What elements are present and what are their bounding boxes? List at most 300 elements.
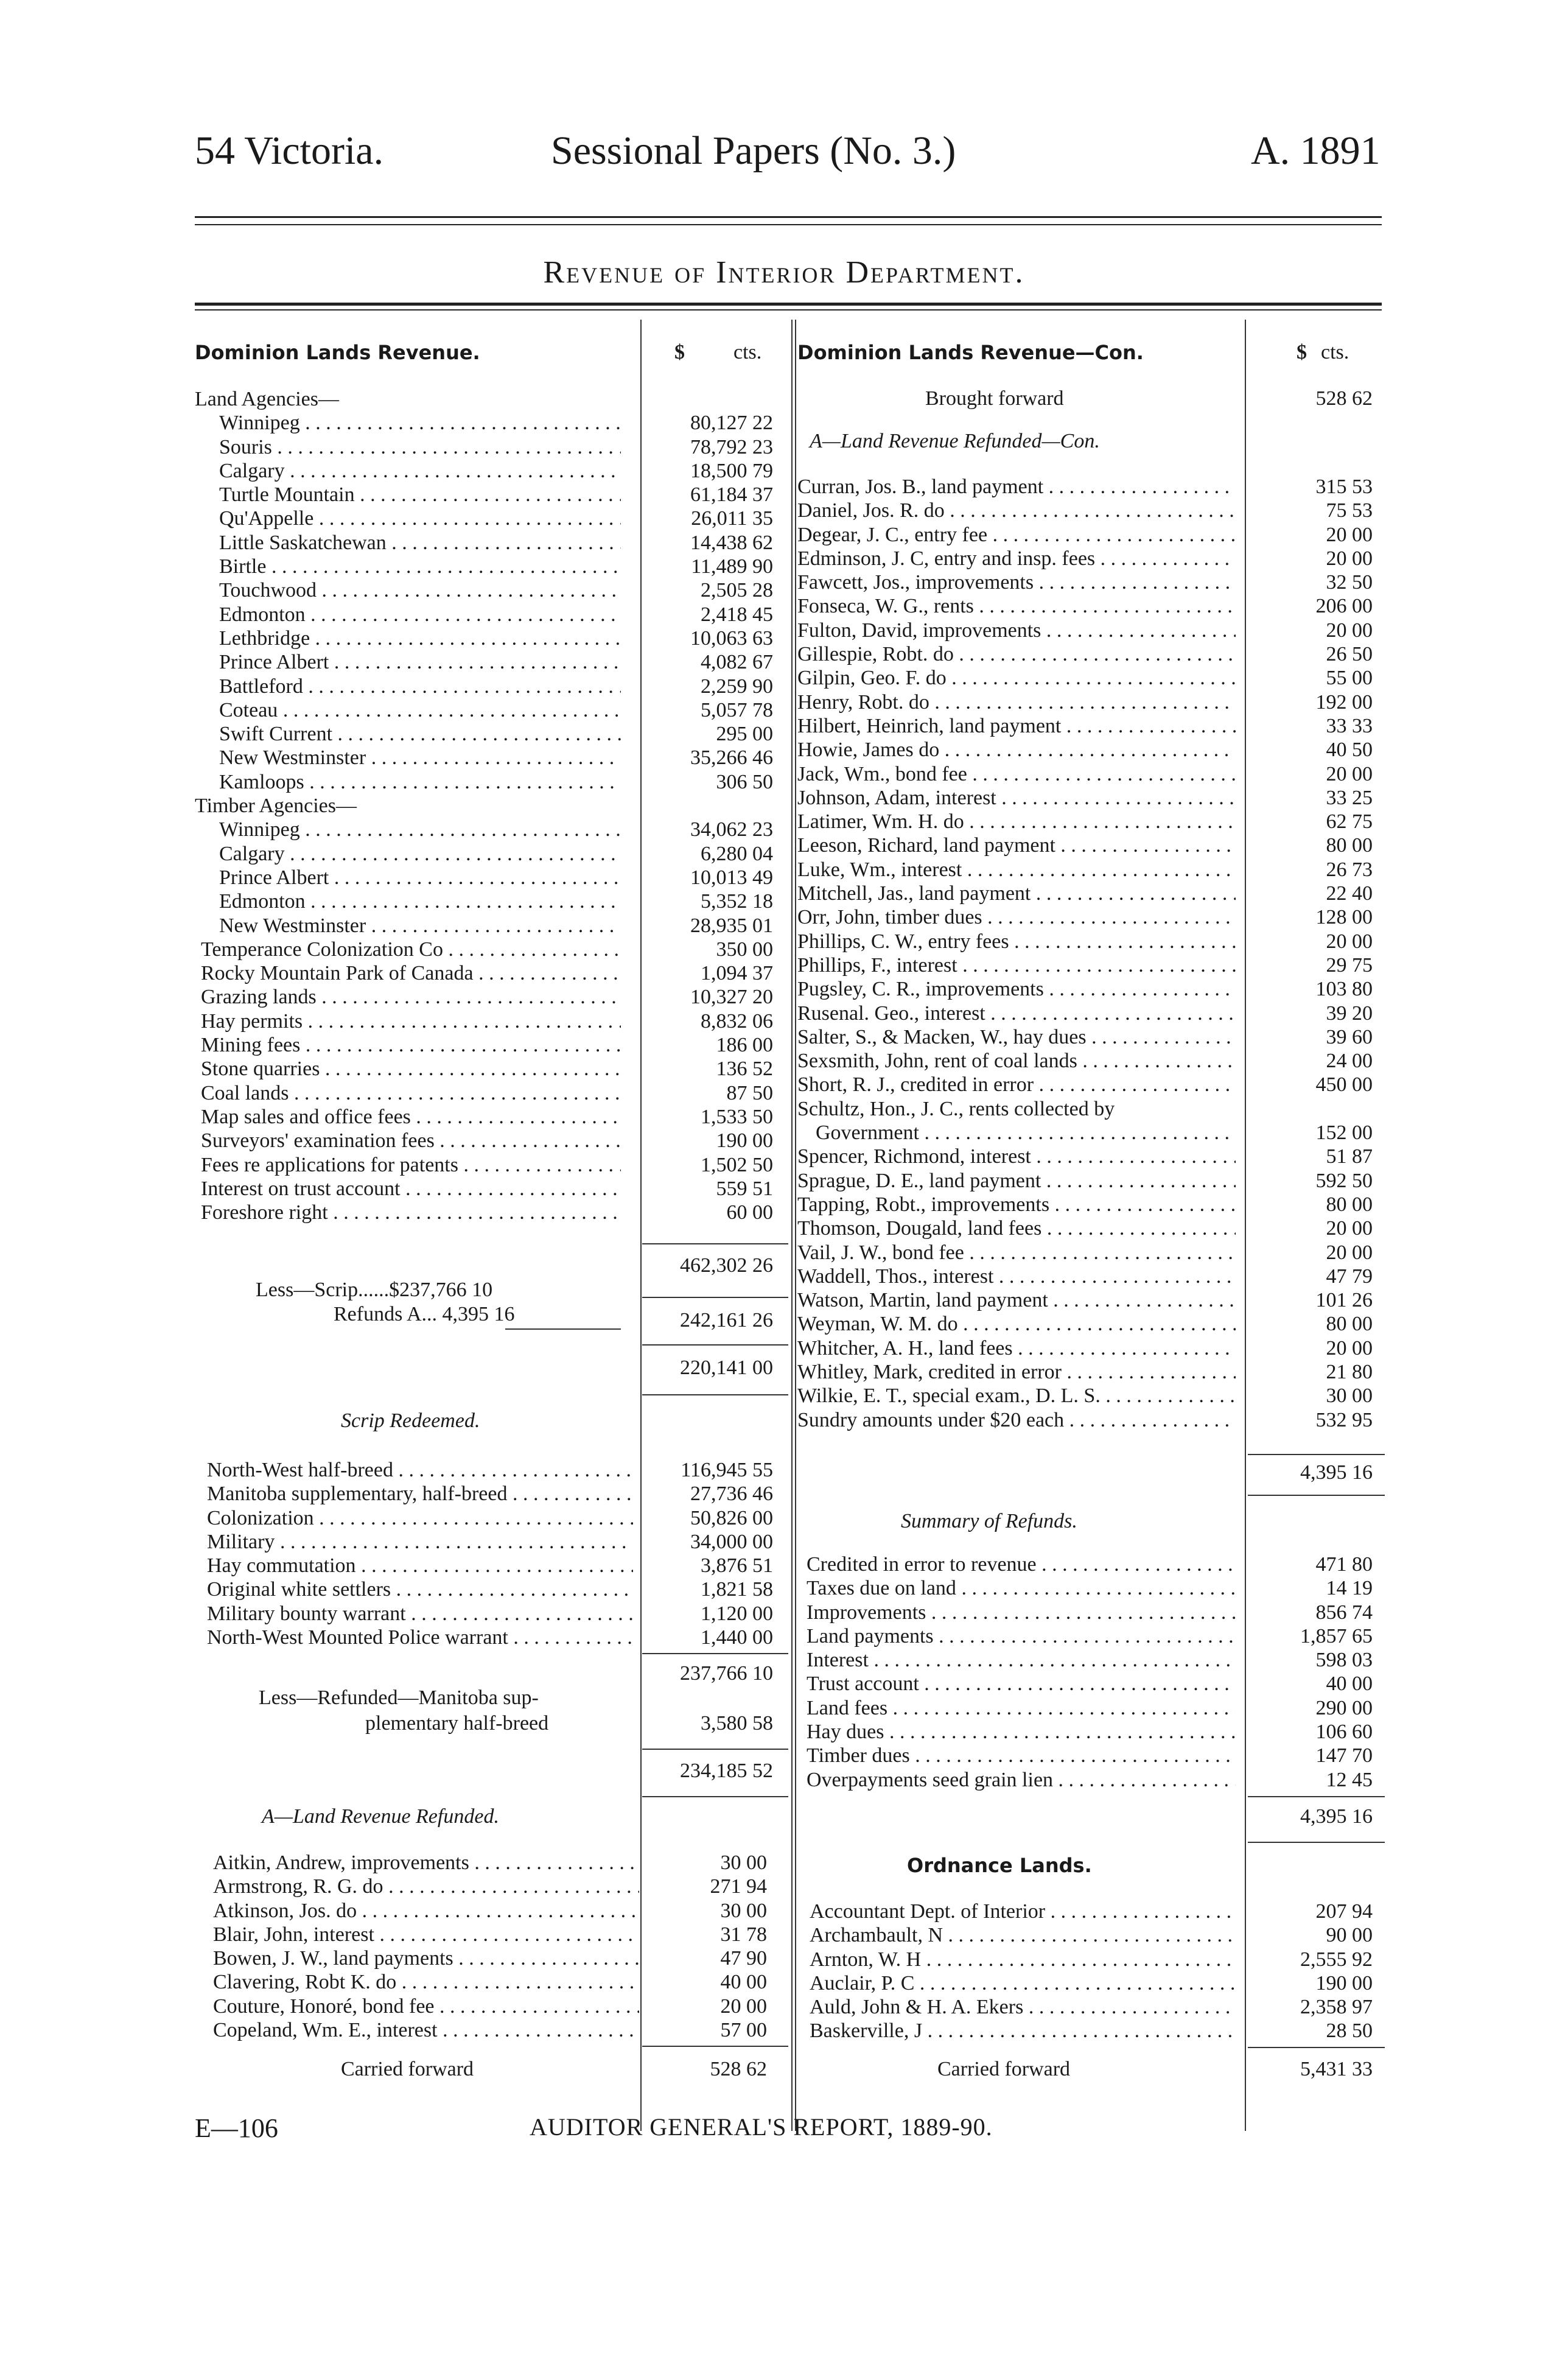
refund-row-label: Phillips, C. W., entry fees . . .	[797, 930, 1236, 953]
summary-row-amount: 856 74	[1315, 1601, 1373, 1624]
refund-row	[797, 858, 1382, 882]
title-rule	[195, 303, 1382, 306]
refund-row-label: Salter, S., & Macken, W., hay dues . . .	[797, 1025, 1236, 1049]
left-net1: 220,141 00	[680, 1356, 773, 1379]
refund-row-label: Rusenal. Geo., interest . . .	[797, 1002, 1236, 1025]
ordnance-row-amount: 28 50	[1326, 2019, 1373, 2043]
less-scrip: Less—Scrip......$237,766 10	[256, 1279, 493, 1301]
refund-row-label: Fonseca, W. G., rents . . .	[797, 594, 1236, 618]
refund-row-amount: 592 50	[1315, 1169, 1373, 1192]
summary-row	[807, 1744, 1382, 1767]
refund-row	[797, 570, 1382, 594]
agency-row-amount: 14,438 62	[690, 531, 773, 554]
refund-row-label: Short, R. J., credited in error . . .	[797, 1073, 1236, 1097]
refund-row-label: Armstrong, R. G. do . . .	[213, 1875, 639, 1898]
refund-row	[797, 905, 1382, 929]
scrip-row-label: North-West half-breed . . .	[207, 1458, 633, 1482]
agency-row-label: Souris . . .	[219, 435, 621, 459]
refund-row-label: Bowen, J. W., land payments . . .	[213, 1946, 639, 1970]
refund-row-label: Vail, J. W., bond fee . . .	[797, 1241, 1236, 1265]
refund-row-label: Whitley, Mark, credited in error . . .	[797, 1360, 1236, 1384]
refund-row-amount: 80 00	[1326, 834, 1373, 857]
revenue-row-amount: 350 00	[716, 938, 773, 961]
sum-line	[642, 1749, 788, 1750]
agency-row-amount: 80,127 22	[690, 412, 773, 435]
refund-row	[797, 1312, 1382, 1336]
refund-row-amount: 101 26	[1315, 1289, 1373, 1312]
summary-row-label: Land fees . . .	[807, 1696, 1236, 1720]
header-right: A. 1891	[1251, 128, 1381, 173]
summary-row-amount: 14 19	[1326, 1577, 1373, 1600]
refund-row-label: Clavering, Robt K. do . . .	[213, 1970, 639, 1994]
sum-line	[642, 1796, 788, 1797]
ordnance-row	[810, 1923, 1382, 1947]
summary-row-label: Interest . . .	[807, 1648, 1236, 1672]
agency-row-amount: 2,418 45	[701, 603, 773, 626]
revenue-row	[195, 1033, 773, 1057]
refund-row	[797, 666, 1382, 690]
agency-row-label: Swift Current . . .	[219, 722, 621, 746]
refund-row-label: Degear, J. C., entry fee . . .	[797, 523, 1236, 547]
agency-row-amount: 2,259 90	[701, 675, 773, 698]
less-refunded-1: Less—Refunded—Manitoba sup-	[259, 1686, 539, 1709]
agency-row-amount: 4,082 67	[701, 651, 773, 674]
revenue-row-label: Foreshore right . . .	[201, 1201, 621, 1224]
refund-row	[213, 1995, 767, 2018]
refund-row	[797, 619, 1382, 642]
summary-row-label: Hay dues . . .	[807, 1720, 1236, 1744]
ordnance-row	[810, 1971, 1382, 1995]
revenue-row-amount: 87 50	[726, 1081, 773, 1104]
refund-row	[213, 1946, 767, 1970]
refund-row-label: Daniel, Jos. R. do . . .	[797, 499, 1236, 522]
ordnance-row	[810, 1948, 1382, 1971]
revenue-row	[195, 1081, 773, 1105]
refund-row	[797, 738, 1382, 762]
summary-row-amount: 40 00	[1326, 1672, 1373, 1696]
scrip-row	[207, 1602, 773, 1626]
revenue-row	[195, 1057, 773, 1081]
revenue-row-amount: 190 00	[716, 1129, 773, 1153]
revenue-row-label: Temperance Colonization Co . . .	[201, 938, 621, 961]
summary-row-label: Overpayments seed grain lien . . .	[807, 1768, 1236, 1792]
agency-row-label: Calgary . . .	[219, 459, 621, 483]
page-title: Revenue of Interior Department.	[543, 255, 1025, 290]
refund-row	[797, 475, 1382, 499]
revenue-row	[195, 1201, 773, 1224]
scrip-list	[207, 1458, 773, 1649]
scrip-row-amount: 116,945 55	[681, 1459, 773, 1481]
title-rule-thin	[195, 309, 1382, 311]
refund-row-amount: 192 00	[1315, 690, 1373, 714]
timber-row-label: Edmonton . . .	[219, 890, 621, 913]
refund-row	[797, 714, 1382, 738]
refund-row-amount: 20 00	[1326, 1241, 1373, 1264]
ordnance-row	[810, 1900, 1382, 1923]
refund-row-label: Atkinson, Jos. do . . .	[213, 1899, 639, 1923]
revenue-row-amount: 1,502 50	[701, 1153, 773, 1176]
left-column	[195, 387, 773, 1224]
revenue-row-label: Grazing lands . . .	[201, 985, 621, 1009]
refund-row-label: Leeson, Richard, land payment . . .	[797, 833, 1236, 857]
refund-row-label: Thomson, Dougald, land fees . . .	[797, 1216, 1236, 1240]
right-carried-label: Carried forward	[937, 2058, 1071, 2080]
timber-list	[195, 818, 773, 937]
revenue-row-label: Mining fees . . .	[201, 1033, 621, 1057]
refund-row-amount: 20 00	[1326, 547, 1373, 570]
agency-row	[195, 459, 773, 483]
revenue-row-amount: 186 00	[716, 1034, 773, 1057]
refund-row-label: Edminson, J. C, entry and insp. fees . . .	[797, 547, 1236, 570]
revenue-row	[195, 1129, 773, 1153]
scrip-row-amount: 1,120 00	[701, 1602, 773, 1625]
refund-row-label: Whitcher, A. H., land fees . . .	[797, 1336, 1236, 1360]
sum-line	[642, 1297, 788, 1298]
revenue-row-amount: 8,832 06	[701, 1009, 773, 1033]
refund-row-amount: 30 00	[1326, 1384, 1373, 1408]
scrip-total: 237,766 10	[680, 1662, 773, 1685]
agency-row-amount: 2,505 28	[701, 579, 773, 602]
refund-row-amount: 62 75	[1326, 810, 1373, 833]
summary-row	[807, 1648, 1382, 1672]
agency-row	[195, 531, 773, 555]
refund-row-label: Sexsmith, John, rent of coal lands . . .	[797, 1049, 1236, 1073]
refund-row-label: Aitkin, Andrew, improvements . . .	[213, 1851, 639, 1875]
refund-row-label: Latimer, Wm. H. do . . .	[797, 810, 1236, 833]
agency-row-label: Edmonton . . .	[219, 603, 621, 626]
agency-row-label: Little Saskatchewan . . .	[219, 531, 621, 555]
timber-label: Timber Agencies—	[195, 795, 357, 818]
refund-row-amount: 22 40	[1326, 882, 1373, 905]
ordnance-row-amount: 207 94	[1315, 1900, 1373, 1923]
refund-row-amount: 103 80	[1315, 978, 1373, 1001]
refund-row-label: Jack, Wm., bond fee . . .	[797, 762, 1236, 786]
refund-row	[213, 1970, 767, 1994]
refund-row	[213, 1851, 767, 1875]
summary-row-amount: 106 60	[1315, 1721, 1373, 1744]
ordnance-row-label: Auclair, P. C . . .	[810, 1971, 1236, 1995]
refund-row-amount: 55 00	[1326, 667, 1373, 690]
agency-row-label: Touchwood . . .	[219, 578, 621, 602]
refund-row-label: Phillips, F., interest . . .	[797, 953, 1236, 977]
agency-row-label: Battleford . . .	[219, 675, 621, 698]
refund-row-amount: 51 87	[1326, 1145, 1373, 1168]
summary-row-label: Land payments . . .	[807, 1624, 1236, 1648]
agency-row-amount: 10,063 63	[690, 626, 773, 650]
refund-row	[797, 1241, 1382, 1265]
agency-row-label: Winnipeg . . .	[219, 411, 621, 435]
refund-row	[797, 762, 1382, 786]
refund-row-label: Henry, Robt. do . . .	[797, 690, 1236, 714]
summary-total: 4,395 16	[1300, 1805, 1373, 1828]
agency-row-amount: 78,792 23	[690, 435, 773, 458]
scrip-row-amount: 34,000 00	[690, 1530, 773, 1553]
refund-row-label: Mitchell, Jas., land payment . . .	[797, 882, 1236, 905]
refund-row-label: Johnson, Adam, interest . . .	[797, 786, 1236, 810]
summary-row-amount: 598 03	[1315, 1649, 1373, 1672]
revenue-row	[195, 985, 773, 1009]
timber-row	[195, 842, 773, 866]
sum-line	[642, 1243, 788, 1244]
summary-row	[807, 1768, 1382, 1792]
summary-row	[807, 1672, 1382, 1696]
agency-row-label: Turtle Mountain . . .	[219, 483, 621, 507]
agency-row-amount: 306 50	[716, 770, 773, 793]
agency-row-amount: 61,184 37	[690, 483, 773, 507]
refund-list	[213, 1851, 767, 2042]
agency-row-amount: 18,500 79	[690, 459, 773, 482]
timber-row-label: Prince Albert . . .	[219, 866, 621, 890]
refund-row-amount: 30 00	[720, 1851, 767, 1874]
brought-amt: 528 62	[1315, 387, 1373, 410]
ordnance-row-label: Arnton, W. H . . .	[810, 1948, 1236, 1971]
right-refund-list	[797, 475, 1382, 1432]
refund-row	[797, 1025, 1382, 1049]
other-revenue-list	[195, 938, 773, 1225]
refund-row	[797, 499, 1382, 522]
revenue-row	[195, 938, 773, 961]
ordnance-heading: Ordnance Lands.	[907, 1854, 1092, 1877]
refund-row-amount: 47 79	[1326, 1265, 1373, 1288]
ordnance-row-amount: 2,555 92	[1300, 1948, 1373, 1971]
refund-row-label: Fawcett, Jos., improvements . . .	[797, 570, 1236, 594]
timber-row-label: Winnipeg . . .	[219, 818, 621, 841]
refund-row-label: Howie, James do . . .	[797, 738, 1236, 762]
ordnance-row-amount: 90 00	[1326, 1924, 1373, 1947]
summary-row	[807, 1624, 1382, 1648]
scrip-heading: Scrip Redeemed.	[341, 1409, 480, 1432]
refund-row	[797, 547, 1382, 570]
refund-row	[797, 1360, 1382, 1384]
scrip-row-amount: 27,736 46	[690, 1482, 773, 1506]
refund-row	[797, 953, 1382, 977]
refund-row-label: Luke, Wm., interest . . .	[797, 858, 1236, 882]
scrip-row-amount: 1,440 00	[701, 1626, 773, 1649]
revenue-row-amount: 10,327 20	[690, 986, 773, 1009]
ordnance-row-amount: 190 00	[1315, 1971, 1373, 1995]
ordnance-row-label: Archambault, N . . .	[810, 1923, 1236, 1947]
agency-row-label: Coteau . . .	[219, 698, 621, 722]
refund-row-amount: 20 00	[1326, 762, 1373, 785]
refund-row	[797, 1193, 1382, 1216]
summary-row	[807, 1576, 1382, 1600]
refund-row-amount: 30 00	[720, 1899, 767, 1922]
refund-row	[797, 786, 1382, 810]
refund-row-amount: 31 78	[720, 1923, 767, 1946]
refund-row	[213, 1875, 767, 1898]
column-rule	[795, 320, 796, 2131]
agency-row-label: Kamloops . . .	[219, 770, 621, 794]
refund-row-label: Fulton, David, improvements . . .	[797, 619, 1236, 642]
brought-label: Brought forward	[925, 387, 1064, 410]
refund-row-amount: 26 73	[1326, 858, 1373, 881]
refund-row-amount: 80 00	[1326, 1193, 1373, 1216]
timber-row-amount: 10,013 49	[690, 866, 773, 889]
revenue-row-label: Fees re applications for patents . . .	[201, 1153, 621, 1177]
refund-row	[797, 882, 1382, 905]
left-cents: cts.	[733, 341, 762, 363]
agency-row	[195, 578, 773, 602]
refund-row	[797, 1265, 1382, 1288]
revenue-row	[195, 1105, 773, 1129]
ordnance-row-label: Accountant Dept. of Interior . . .	[810, 1900, 1236, 1923]
sum-line	[642, 1653, 788, 1654]
refund-row-amount: 80 00	[1326, 1313, 1373, 1336]
revenue-row-amount: 136 52	[716, 1058, 773, 1081]
refund-row	[797, 1169, 1382, 1193]
agency-row-amount: 295 00	[716, 723, 773, 746]
scrip-row-label: Colonization . . .	[207, 1506, 633, 1530]
summary-heading: Summary of Refunds.	[901, 1510, 1077, 1532]
less-refunded-2: plementary half-breed	[365, 1712, 549, 1735]
refund-row-label: Orr, John, timber dues . . .	[797, 905, 1236, 929]
agency-row	[195, 483, 773, 507]
refund-row-amount: 21 80	[1326, 1360, 1373, 1383]
right-subheading: A—Land Revenue Refunded—Con.	[810, 430, 1100, 452]
agency-row	[195, 435, 773, 459]
agency-row	[195, 626, 773, 650]
summary-row-label: Timber dues . . .	[807, 1744, 1236, 1767]
left-carried-label: Carried forward	[341, 2058, 474, 2080]
timber-row	[195, 818, 773, 841]
refund-row	[213, 1899, 767, 1923]
timber-row	[195, 914, 773, 938]
scrip-row	[207, 1626, 773, 1649]
agency-row	[195, 722, 773, 746]
ordnance-row-amount: 2,358 97	[1300, 1996, 1373, 2019]
refund-row-label: Blair, John, interest . . .	[213, 1923, 639, 1946]
summary-row-label: Trust account . . .	[807, 1672, 1236, 1696]
agency-row	[195, 746, 773, 770]
refund-row	[797, 810, 1382, 833]
refund-row-amount: 315 53	[1315, 475, 1373, 498]
refund-row-label: Weyman, W. M. do . . .	[797, 1312, 1236, 1336]
refund-row	[797, 1049, 1382, 1073]
refund-row-amount: 40 00	[720, 1971, 767, 1994]
summary-row	[807, 1696, 1382, 1720]
header-rule	[195, 216, 1382, 218]
less-total: 242,161 26	[680, 1309, 773, 1332]
refund-row	[797, 1002, 1382, 1025]
refund-row-label: Watson, Martin, land payment . . .	[797, 1288, 1236, 1312]
scrip-row	[207, 1482, 773, 1506]
agency-row	[195, 675, 773, 698]
agency-row	[195, 650, 773, 674]
refund-row	[797, 1408, 1382, 1432]
refund-row-label: Wilkie, E. T., special exam., D. L. S. . . .	[797, 1384, 1236, 1408]
agency-row	[195, 555, 773, 578]
left-carried-amt: 528 62	[710, 2058, 767, 2080]
footer-page-number: E—106	[195, 2113, 278, 2143]
refund-row-label: Couture, Honoré, bond fee . . .	[213, 1995, 639, 2018]
agencies-list	[195, 411, 773, 794]
header-center: Sessional Papers (No. 3.)	[551, 128, 956, 173]
refund-row	[797, 833, 1382, 857]
ordnance-row-label: Auld, John & H. A. Ekers . . .	[810, 1995, 1236, 2019]
footer-report-title: AUDITOR GENERAL'S REPORT, 1889-90.	[530, 2113, 993, 2141]
revenue-row	[195, 1153, 773, 1177]
revenue-row-amount: 1,533 50	[701, 1105, 773, 1128]
revenue-row-label: Hay permits . . .	[201, 1009, 621, 1033]
revenue-row-amount: 559 51	[716, 1177, 773, 1200]
refund-row	[797, 523, 1382, 547]
agency-row-label: Qu'Appelle . . .	[219, 507, 621, 530]
agency-row-label: New Westminster . . .	[219, 746, 621, 770]
revenue-row-amount: 1,094 37	[701, 962, 773, 985]
refund-row-amount: 20 00	[1326, 930, 1373, 953]
agency-row-amount: 26,011 35	[691, 507, 773, 530]
agency-row-label: Lethbridge . . .	[219, 626, 621, 650]
refund-row-amount: 24 00	[1326, 1050, 1373, 1073]
refund-row	[797, 1145, 1382, 1168]
refund-row-amount: 20 00	[1326, 1217, 1373, 1240]
refund-row-label: Pugsley, C. R., improvements . . .	[797, 977, 1236, 1001]
agency-row	[195, 411, 773, 435]
refund-row-amount: 20 00	[1326, 1336, 1373, 1360]
summary-row-amount: 147 70	[1315, 1744, 1373, 1767]
sum-line	[1248, 1842, 1385, 1843]
refund-row-amount: 26 50	[1326, 643, 1373, 666]
refund-row-amount: 33 33	[1326, 714, 1373, 737]
scrip-row	[207, 1577, 773, 1601]
scrip-net: 234,185 52	[680, 1760, 773, 1782]
scrip-row	[207, 1554, 773, 1577]
timber-row-amount: 34,062 23	[690, 818, 773, 841]
refund-row-amount: 33 25	[1326, 786, 1373, 809]
refund-row-amount: 47 90	[720, 1947, 767, 1970]
refund-heading: A—Land Revenue Refunded.	[262, 1805, 499, 1828]
agencies-label: Land Agencies—	[195, 388, 339, 410]
summary-list	[807, 1553, 1382, 1792]
scrip-row	[207, 1530, 773, 1554]
sum-line	[642, 2046, 788, 2047]
schultz-line-2: Government . . . 152 00	[797, 1121, 1382, 1145]
agency-row	[195, 603, 773, 626]
refund-row-amount: 29 75	[1326, 953, 1373, 977]
sum-line	[1248, 2047, 1385, 2048]
left-total1: 462,302 26	[680, 1254, 773, 1277]
refund-row-amount: 206 00	[1315, 595, 1373, 618]
agency-row	[195, 770, 773, 794]
scrip-row	[207, 1458, 773, 1482]
sub-line	[505, 1328, 621, 1330]
agency-row-amount: 5,057 78	[701, 698, 773, 721]
refund-row-amount: 20 00	[1326, 619, 1373, 642]
right-carried-amt: 5,431 33	[1300, 2058, 1373, 2080]
refund-row-label: Sundry amounts under $20 each . . .	[797, 1408, 1236, 1432]
left-heading: Dominion Lands Revenue.	[195, 341, 480, 364]
refund-row	[797, 1288, 1382, 1312]
summary-row	[807, 1601, 1382, 1624]
refund-row-amount: 40 50	[1326, 739, 1373, 762]
right-currency: $	[1297, 341, 1307, 363]
summary-row-amount: 12 45	[1326, 1768, 1373, 1791]
revenue-row	[195, 1009, 773, 1033]
refund-row-label: Spencer, Richmond, interest . . .	[797, 1145, 1236, 1168]
agency-row-amount: 11,489 90	[691, 555, 773, 578]
header-left: 54 Victoria.	[195, 128, 384, 173]
refund-row	[213, 1923, 767, 1946]
refund-row-amount: 271 94	[710, 1875, 767, 1898]
agency-row-amount: 35,266 46	[690, 746, 773, 770]
summary-row-amount: 290 00	[1315, 1696, 1373, 1719]
refund-row-amount: 20 00	[1326, 523, 1373, 546]
revenue-row-amount: 60 00	[726, 1201, 773, 1224]
refund-row-amount: 450 00	[1315, 1073, 1373, 1097]
sum-line	[1248, 1495, 1385, 1496]
scrip-row-amount: 1,821 58	[701, 1578, 773, 1601]
right-heading: Dominion Lands Revenue—Con.	[797, 341, 1144, 364]
